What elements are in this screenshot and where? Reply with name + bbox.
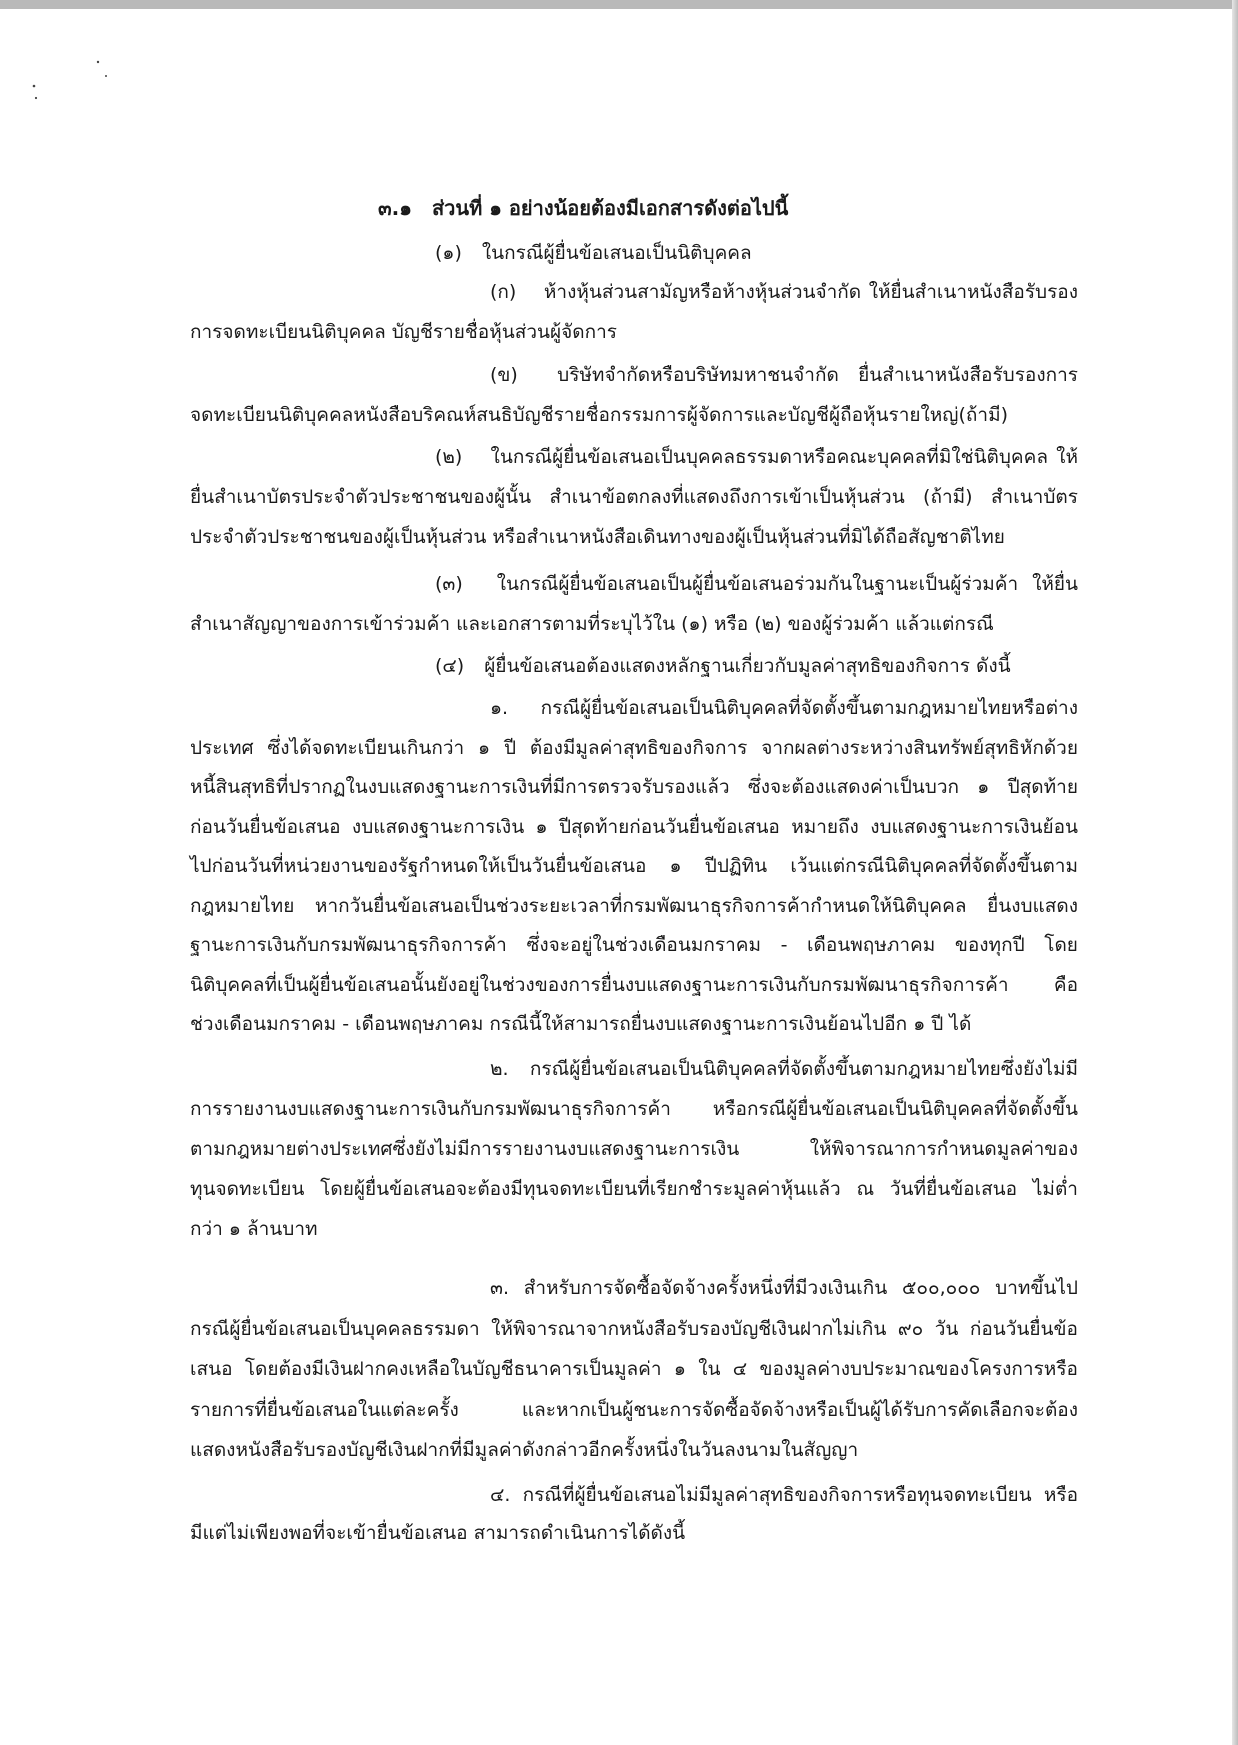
paragraph-line bbox=[490, 1482, 1078, 1508]
text-segment: ในกรณีผู้ยื่นข้อเสนอเป็นผู้ยื่นข้อเสนอร่วมกันในฐานะเป็นผู้ร่วมค้า bbox=[496, 573, 1019, 595]
text-segment: ตามกฎหมายต่างประเทศซึ่งยังไม่มีการรายงานงบแสดงฐานะการเงิน bbox=[190, 1138, 740, 1160]
paragraph-line bbox=[190, 1216, 1078, 1242]
paragraph-line bbox=[490, 1056, 1078, 1082]
text-segment: จดทะเบียนนิติบุคคล bbox=[190, 404, 354, 426]
paragraph-line bbox=[190, 1437, 1078, 1463]
text-segment: วันที่ยื่นข้อเสนอ bbox=[889, 1178, 1018, 1200]
text-segment: หรือกรณีผู้ยื่นข้อเสนอเป็นนิติบุคคลที่จัดตั้งขึ้น bbox=[712, 1098, 1078, 1120]
text-segment: หนังสือบริคณห์สนธิ bbox=[353, 404, 513, 426]
text-segment: ให้พิจารณาจากหนังสือรับรองบัญชีเงินฝากไม่เกิน bbox=[491, 1317, 887, 1340]
text-segment: แสดงหนังสือรับรองบัญชีเงินฝากที่มีมูลค่าดังกล่าวอีกครั้งหนึ่งในวันลงนามในสัญญา bbox=[190, 1439, 859, 1461]
text-segment: นิติบุคคลที่เป็นผู้ยื่นข้อเสนอนั้นยังอยู่ในช่วงของการยื่นงบแสดงฐานะการเงินกับกรมพัฒนาธุรกิจการค้า bbox=[190, 973, 1009, 996]
text-segment: จากผลต่างระหว่างสินทรัพย์สุทธิหักด้วย bbox=[761, 736, 1078, 759]
paragraph-line bbox=[190, 735, 1078, 761]
paragraph-line bbox=[190, 972, 1078, 998]
item-marker: (ข) bbox=[490, 364, 518, 386]
paragraph-line bbox=[435, 571, 1078, 597]
item-i4 bbox=[435, 653, 1078, 679]
paragraph-line bbox=[190, 402, 1078, 428]
text-segment: บริษัทจำกัดหรือบริษัทมหาชนจำกัด bbox=[557, 364, 839, 386]
text-segment: ห้างหุ้นส่วนสามัญหรือห้างหุ้นส่วนจำกัด bbox=[543, 281, 862, 303]
text-segment: ๔. bbox=[490, 1484, 511, 1506]
text-segment: หนี้สินสุทธิที่ปรากฏในงบแสดงฐานะการเงินที่มีการตรวจรับรองแล้ว bbox=[190, 776, 730, 798]
text-segment: หากวันยื่นข้อเสนอเป็นช่วงระยะเวลาที่กรมพัฒนาธุรกิจการค้ากำหนดให้นิติบุคคล bbox=[314, 894, 967, 917]
text-segment: ฐานะการเงินกับกรมพัฒนาธุรกิจการค้า bbox=[190, 934, 507, 956]
text-segment: ๒. bbox=[490, 1058, 509, 1080]
text-segment: สำเนาสัญญาของการเข้าร่วมค้า และเอกสารตามที่ระบุไว้ใน (๑) หรือ (๒) ของผู้ร่วมค้า แล้วแต่กรณี bbox=[190, 613, 994, 635]
text-segment: ๑ bbox=[673, 1358, 686, 1380]
text-segment: ๑ bbox=[535, 815, 548, 838]
text-segment: ไปก่อนวันที่หน่วยงานของรัฐกำหนดให้เป็นวันยื่นข้อเสนอ bbox=[190, 855, 647, 877]
text-segment: วัน bbox=[934, 1317, 959, 1340]
text-segment: ๕๐๐,๐๐๐ bbox=[902, 1277, 981, 1299]
paragraph-line bbox=[190, 932, 1078, 958]
text-segment: - bbox=[780, 934, 788, 956]
paragraph-line bbox=[190, 1356, 1078, 1382]
text-segment: กว่า ๑ ล้านบาท bbox=[190, 1218, 318, 1240]
text-segment: การรายงานงบแสดงฐานะการเงินกับกรมพัฒนาธุรกิจการค้า bbox=[190, 1098, 671, 1120]
item-marker: (๔) bbox=[435, 655, 465, 677]
paragraph-line bbox=[190, 1176, 1078, 1202]
text-segment: งบแสดงฐานะการเงินย้อน bbox=[870, 815, 1078, 838]
text-segment: ประเทศ bbox=[190, 736, 254, 759]
paragraph-line bbox=[490, 279, 1078, 305]
text-segment: ยื่นสำเนาบัตรประจำตัวประชาชนของผู้นั้น bbox=[190, 486, 532, 508]
paragraph-line bbox=[190, 814, 1078, 840]
text-segment: งบแสดงฐานะการเงิน bbox=[351, 815, 525, 838]
text-segment: ในกรณีผู้ยื่นข้อเสนอเป็นบุคคลธรรมดาหรือคณะบุคคลที่มิใช่นิติบุคคล bbox=[490, 446, 1048, 468]
text-segment: บาทขึ้นไป bbox=[995, 1277, 1078, 1299]
paragraph-line bbox=[190, 524, 1078, 550]
paragraph-line bbox=[190, 484, 1078, 510]
paragraph-line bbox=[490, 1275, 1078, 1301]
text-segment: ไม่ต่ำ bbox=[1032, 1178, 1078, 1200]
paragraph-line bbox=[190, 319, 1078, 345]
text-segment: ปีสุดท้ายก่อนวันยื่นข้อเสนอ bbox=[558, 815, 780, 838]
paragraph-line bbox=[190, 774, 1078, 800]
text-segment: ก่อนวันยื่นข้อ bbox=[969, 1317, 1078, 1340]
text-segment: การจดทะเบียนนิติบุคคล บัญชีรายชื่อหุ้นส่วนผู้จัดการ bbox=[190, 321, 617, 343]
paragraph-line bbox=[190, 1316, 1078, 1342]
text-segment: ยื่นงบแสดง bbox=[987, 894, 1078, 917]
paragraph-line bbox=[190, 1011, 1078, 1037]
paragraph-line bbox=[190, 893, 1078, 919]
text-segment: ๓. bbox=[490, 1277, 510, 1299]
paragraph-line bbox=[490, 695, 1078, 721]
text-segment: ประจำตัวประชาชนของผู้เป็นหุ้นส่วน หรือสำเนาหนังสือเดินทางของผู้เป็นหุ้นส่วนที่มิได้ถือสัญชาติไทย bbox=[190, 526, 1005, 548]
text-segment: ปี bbox=[503, 736, 516, 759]
paragraph-line bbox=[435, 444, 1078, 470]
text-segment: โดยต้องมีเงินฝากคงเหลือในบัญชีธนาคารเป็นมูลค่า bbox=[244, 1358, 662, 1380]
text-segment: ช่วงเดือนมกราคม - เดือนพฤษภาคม กรณีนี้ให้สามารถยื่นงบแสดงฐานะการเงินย้อนไปอีก ๑ ปี ได้ bbox=[190, 1013, 972, 1035]
text-segment: ใน bbox=[698, 1358, 721, 1380]
text-segment: โดยผู้ยื่นข้อเสนอจะต้องมีทุนจดทะเบียนที่เรียกชำระมูลค่าหุ้นแล้ว bbox=[320, 1178, 841, 1200]
text-segment: เดือนพฤษภาคม bbox=[807, 934, 936, 956]
text-segment: ๑. bbox=[490, 697, 509, 719]
text-segment: ปีสุดท้าย bbox=[1007, 776, 1078, 798]
text-segment: สำเนาข้อตกลงที่แสดงถึงการเข้าเป็นหุ้นส่วน bbox=[549, 486, 905, 508]
text-segment: บัญชีรายชื่อกรรมการผู้จัดการ bbox=[512, 404, 754, 426]
text-segment: มีแต่ไม่เพียงพอที่จะเข้ายื่นข้อเสนอ สามารถดำเนินการได้ดังนี้ bbox=[190, 1522, 686, 1544]
text-segment: กฎหมายไทย bbox=[190, 894, 295, 917]
paragraph-line bbox=[190, 1096, 1078, 1122]
text-segment: ให้พิจารณาการกำหนดมูลค่าของ bbox=[809, 1138, 1078, 1160]
text-segment: กรณีผู้ยื่นข้อเสนอเป็นนิติบุคคลที่จัดตั้งขึ้นตามกฎหมายไทยซึ่งยังไม่มี bbox=[529, 1058, 1078, 1080]
item-marker: (๒) bbox=[435, 446, 463, 468]
text-segment: ๑ bbox=[977, 776, 990, 798]
item-marker: (ก) bbox=[490, 281, 517, 303]
paragraph-line bbox=[190, 1520, 1078, 1546]
paragraph-line bbox=[190, 853, 1078, 879]
text-segment: และบัญชีผู้ถือหุ้นรายใหญ่ bbox=[753, 404, 959, 426]
text-segment: กรณีผู้ยื่นข้อเสนอเป็นบุคคลธรรมดา bbox=[190, 1317, 480, 1340]
item-text: ผู้ยื่นข้อเสนอต้องแสดงหลักฐานเกี่ยวกับมูลค่าสุทธิของกิจการ ดังนี้ bbox=[484, 655, 1011, 677]
text-segment: เว้นแต่กรณีนิติบุคคลที่จัดตั้งขึ้นตาม bbox=[790, 855, 1078, 877]
section-heading bbox=[378, 195, 978, 221]
paragraph-line bbox=[190, 1136, 1078, 1162]
text-segment: ก่อนวันยื่นข้อเสนอ bbox=[190, 815, 341, 838]
text-segment: กรณีผู้ยื่นข้อเสนอเป็นนิติบุคคลที่จัดตั้งขึ้นตามกฎหมายไทยหรือต่าง bbox=[540, 697, 1078, 719]
text-segment: สำเนาบัตร bbox=[990, 486, 1078, 508]
text-segment: ทุนจดทะเบียน bbox=[190, 1178, 305, 1200]
item-text: ในกรณีผู้ยื่นข้อเสนอเป็นนิติบุคคล bbox=[481, 242, 752, 264]
text-segment: ให้ bbox=[1056, 446, 1078, 468]
text-segment: ๙๐ bbox=[897, 1317, 924, 1340]
text-segment: ซึ่งได้จดทะเบียนเกินกว่า bbox=[267, 736, 465, 759]
text-segment: ให้ยื่น bbox=[1032, 573, 1078, 595]
text-segment: และหากเป็นผู้ชนะการจัดซื้อจัดจ้างหรือเป็นผู้ได้รับการคัดเลือกจะต้อง bbox=[521, 1398, 1078, 1421]
text-segment: โดย bbox=[1044, 934, 1078, 956]
paragraph-line bbox=[490, 362, 1078, 388]
item-marker: (๑) bbox=[435, 242, 462, 264]
text-segment: ซึ่งจะอยู่ในช่วงเดือนมกราคม bbox=[526, 934, 761, 956]
text-segment: หรือ bbox=[1043, 1484, 1078, 1506]
paragraph-line bbox=[190, 1397, 1078, 1423]
text-segment: เสนอ bbox=[190, 1358, 233, 1380]
text-segment: ยื่นสำเนาหนังสือรับรองการ bbox=[858, 364, 1078, 386]
text-segment: ซึ่งจะต้องแสดงค่าเป็นบวก bbox=[747, 776, 960, 798]
paragraph-line bbox=[190, 611, 1078, 637]
text-segment: หมายถึง bbox=[791, 815, 859, 838]
section-title: ส่วนที่ ๑ อย่างน้อยต้องมีเอกสารดังต่อไปนี้ bbox=[431, 196, 789, 220]
item-i1 bbox=[435, 240, 1078, 266]
text-segment: ๔ bbox=[732, 1358, 748, 1380]
text-segment: ของมูลค่างบประมาณของโครงการหรือ bbox=[759, 1358, 1078, 1380]
text-segment: ๑ bbox=[669, 855, 682, 877]
text-segment: คือ bbox=[1053, 973, 1078, 996]
text-segment: รายการที่ยื่นข้อเสนอในแต่ละครั้ง bbox=[190, 1398, 459, 1421]
text-segment: ๑ bbox=[478, 736, 491, 759]
text-segment: ต้องมีมูลค่าสุทธิของกิจการ bbox=[529, 736, 748, 759]
text-segment: สำหรับการจัดซื้อจัดจ้างครั้งหนึ่งที่มีวงเงินเกิน bbox=[523, 1277, 888, 1299]
item-marker: (๓) bbox=[435, 573, 463, 595]
text-segment: (ถ้ามี) bbox=[923, 486, 973, 508]
text-segment: (ถ้ามี) bbox=[958, 404, 1009, 426]
text-segment: ของทุกปี bbox=[954, 934, 1025, 956]
text-segment: กรณีที่ผู้ยื่นข้อเสนอไม่มีมูลค่าสุทธิของกิจการหรือทุนจดทะเบียน bbox=[522, 1484, 1032, 1506]
text-segment: ณ bbox=[856, 1178, 875, 1200]
section-number: ๓.๑ bbox=[378, 196, 412, 220]
text-segment: ให้ยื่นสำเนาหนังสือรับรอง bbox=[868, 281, 1078, 303]
text-segment: ปีปฏิทิน bbox=[704, 855, 768, 877]
